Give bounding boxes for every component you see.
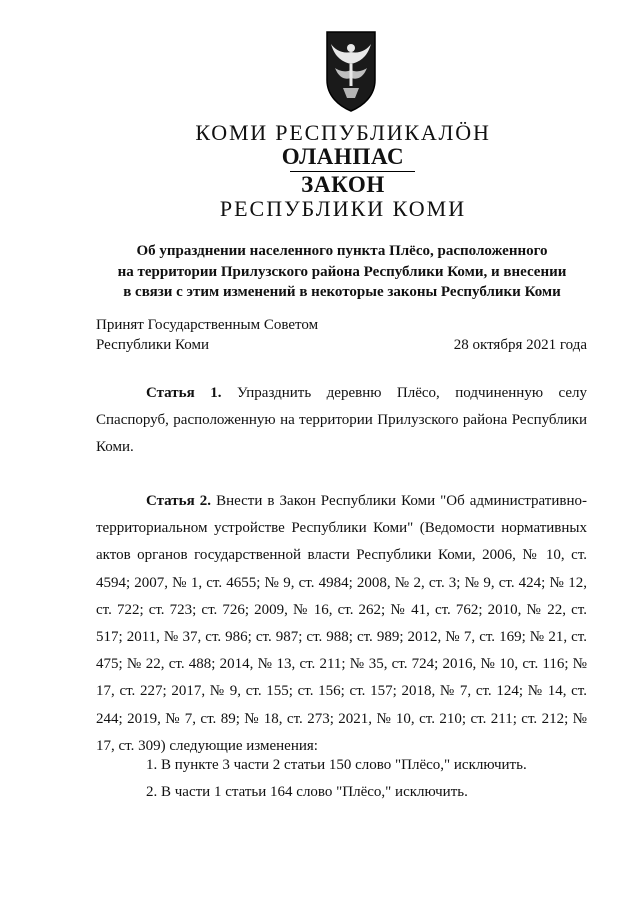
header-zakon: ЗАКОН — [301, 172, 385, 197]
article-2-item-2: 2. В части 1 статьи 164 слово "Плёсо," исключить. — [146, 784, 468, 800]
adoption-date: 28 октября 2021 года — [453, 337, 587, 353]
article-1-label: Статья 1. — [146, 385, 222, 401]
article-2 — [96, 488, 587, 760]
adopted-by-line-2: Республики Коми — [96, 337, 209, 353]
article-1 — [96, 380, 587, 462]
header-olanpas: ОЛАНПАС — [281, 144, 405, 169]
header-republic-komi: РЕСПУБЛИКИ КОМИ — [219, 196, 467, 221]
law-title-line-1: Об упразднении населенного пункта Плёсо, расположенного — [136, 243, 548, 259]
article-2-label: Статья 2. — [146, 493, 212, 509]
article-1-text: Упразднить деревню Плёсо, подчиненную селу Спаспоруб, расположенную на территории Прилузского района Республики Коми. — [96, 385, 587, 456]
law-title-line-3: в связи с этим изменений в некоторые законы Республики Коми — [123, 284, 561, 300]
adopted-by-line-1: Принят Государственным Советом — [96, 317, 319, 333]
coat-of-arms-emblem — [321, 28, 381, 112]
law-title-line-2: на территории Прилузского района Республики Коми, и внесении — [117, 264, 567, 280]
article-2-item-1: 1. В пункте 3 части 2 статьи 150 слово "Плёсо," исключить. — [146, 757, 527, 773]
header-republic-komi-language: КОМИ РЕСПУБЛИКАЛӦН — [195, 120, 491, 145]
article-2-text: Внести в Закон Республики Коми "Об административно-территориальном устройстве Республики Коми" (Ведомости нормативных актов органов государственной власти Республики Коми, 2006, № 10, ст. 4594; 2007, № 1, ст. 4655; № 9, ст. 4984; 2008, № 2, ст. 3; № 9, ст. 424; № 12, ст. 722; ст. 723; ст. 726; 2009, № 16, ст. 262; № 41, ст. 762; 2010, № 22, ст. 517; 2011, № 37, ст. 986; ст. 987; ст. 988; ст. 989; 2012, № 7, ст. 169; № 21, ст. 475; № 22, ст. 488; 2014, № 13, ст. 211; № 35, ст. 724; 2016, № 10, ст. 116; № 17, ст. 227; 2017, № 9, ст. 155; ст. 156; ст. 157; 2018, № 7, ст. 124; № 14, ст. 244; 2019, № 7, ст. 89; № 18, ст. 273; 2021, № 10, ст. 210; ст. 211; ст. 212; № 17, ст. 309) следующие изменения: — [96, 493, 587, 754]
